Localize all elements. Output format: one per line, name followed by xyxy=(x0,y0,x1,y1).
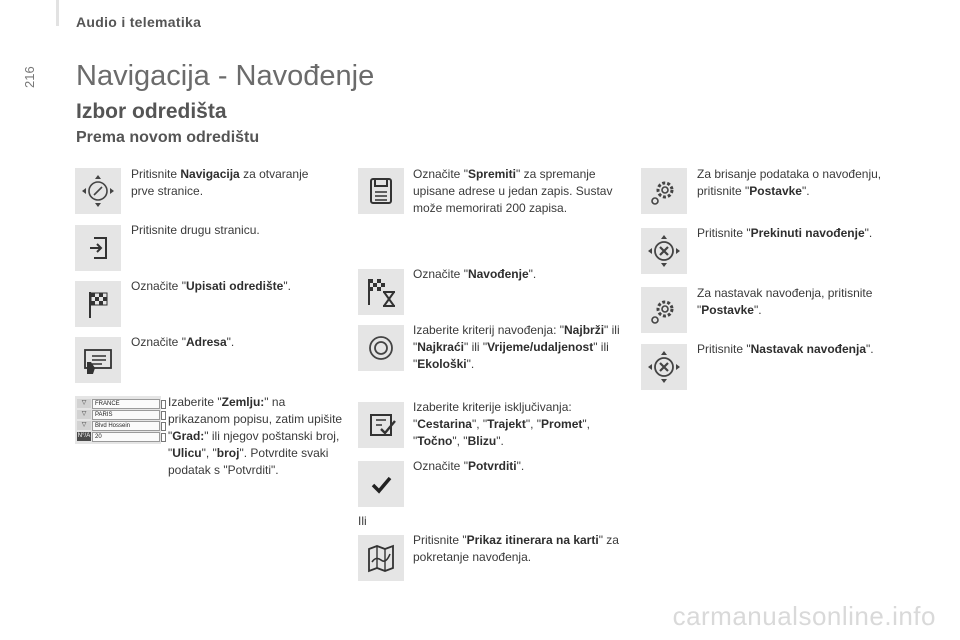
bold-term: Trajekt xyxy=(487,417,526,431)
bold-term: Navigacija xyxy=(180,167,240,181)
bold-term: Vrijeme/udaljenost xyxy=(487,340,594,354)
bold-term: Nastavak navođenja xyxy=(750,342,866,356)
bold-term: Potvrditi xyxy=(467,459,517,473)
watermark: carmanualsonline.info xyxy=(672,601,936,631)
bold-term: Upisati odredište xyxy=(185,279,284,293)
flag-hourglass-icon xyxy=(358,269,404,315)
step-text xyxy=(131,166,331,200)
text-fragment: Pritisnite drugu stranicu. xyxy=(131,223,260,237)
text-fragment: Označite " xyxy=(413,267,468,281)
step-text xyxy=(697,225,912,242)
bold-term: Najbrži xyxy=(564,323,605,337)
text-fragment: Označite " xyxy=(131,335,186,349)
settings-gear-icon xyxy=(641,287,687,333)
bold-term: Zemlju: xyxy=(221,395,265,409)
step-text xyxy=(697,341,912,358)
step-text xyxy=(697,285,912,319)
step-text xyxy=(413,166,628,217)
bold-term: Adresa xyxy=(185,335,227,349)
step-text xyxy=(131,278,331,295)
text-fragment: ", " xyxy=(452,434,468,448)
text-fragment: ". xyxy=(753,303,762,317)
checkered-flag-icon xyxy=(75,281,121,327)
text-fragment: " ili " xyxy=(413,323,620,354)
save-icon xyxy=(358,168,404,214)
text-fragment: Pritisnite " xyxy=(697,226,751,240)
text-fragment: " ili " xyxy=(463,340,488,354)
text-fragment: ". xyxy=(466,357,475,371)
text-fragment: " ili " xyxy=(413,340,609,371)
step-text xyxy=(131,334,331,351)
bold-term: Prekinuti navođenje xyxy=(750,226,865,240)
form-row: ▽ FRANCE xyxy=(77,399,166,408)
text-fragment: za otvaranje prve stranice. xyxy=(131,167,309,198)
exclusion-check-icon xyxy=(358,402,404,448)
text-fragment: " za spremanje upisane adrese u jedan zapis. Sustav može memorirati 200 zapisa. xyxy=(413,167,613,215)
text-fragment: Izaberite kriterije isključivanja: " xyxy=(413,400,572,431)
step-text xyxy=(697,166,912,200)
settings-gear-icon xyxy=(641,168,687,214)
text-fragment: ". xyxy=(866,342,874,356)
form-row: ▽ Blvd Hossein xyxy=(77,421,166,430)
page-number: 216 xyxy=(22,66,37,88)
text-fragment: ", " xyxy=(525,417,542,431)
step-text xyxy=(413,532,628,566)
target-criteria-icon xyxy=(358,325,404,371)
bold-term: Postavke xyxy=(701,303,754,317)
step-text xyxy=(131,222,331,239)
bold-term: Grad: xyxy=(172,429,205,443)
bold-term: Postavke xyxy=(749,184,802,198)
address-card-icon xyxy=(75,337,121,383)
text-fragment: ". xyxy=(801,184,810,198)
bold-term: Spremiti xyxy=(467,167,516,181)
bold-term: Navođenje xyxy=(467,267,529,281)
text-fragment: Pritisnite xyxy=(131,167,181,181)
page-title: Navigacija - Navođenje xyxy=(76,60,375,92)
navigation-dial-icon xyxy=(75,168,121,214)
subsection-title: Prema novom odredištu xyxy=(76,129,260,146)
text-fragment: Izaberite kriterij navođenja: " xyxy=(413,323,565,337)
text-fragment: Izaberite " xyxy=(168,395,222,409)
text-fragment: " na prikazanom popisu, zatim upišite " xyxy=(168,395,343,443)
text-fragment: Označite " xyxy=(413,167,468,181)
text-fragment: ". xyxy=(864,226,873,240)
text-fragment: Pritisnite " xyxy=(697,342,751,356)
step-text xyxy=(413,458,628,475)
checkmark-icon xyxy=(358,461,404,507)
text-fragment: ". xyxy=(226,335,235,349)
route-map-icon xyxy=(358,535,404,581)
section-header: Audio i telematika xyxy=(76,14,202,30)
resume-navigation-icon xyxy=(641,344,687,390)
text-fragment: Za nastavak navođenja, pritisnite " xyxy=(697,286,873,317)
form-row: ▽ PARIS xyxy=(77,410,166,419)
text-fragment: ", " xyxy=(413,417,590,448)
text-fragment: ", " xyxy=(471,417,488,431)
text-fragment: Označite " xyxy=(413,459,468,473)
text-fragment: ". xyxy=(528,267,537,281)
section-subtitle: Izbor odredišta xyxy=(76,100,227,123)
form-row: N°/A 20 xyxy=(77,432,166,441)
text-fragment: Pritisnite " xyxy=(413,533,467,547)
text-fragment: ". xyxy=(516,459,525,473)
address-form-image xyxy=(75,396,161,444)
text-fragment: ". xyxy=(496,434,504,448)
bold-term: Cestarina xyxy=(417,417,472,431)
bold-term: Blizu xyxy=(467,434,497,448)
bold-term: Prikaz itinerara na karti xyxy=(466,533,599,547)
text-fragment: " za pokretanje navođenja. xyxy=(413,533,619,564)
bold-term: Promet xyxy=(541,417,583,431)
text-fragment: " ili njegov poštanski broj, " xyxy=(168,429,340,460)
header-divider xyxy=(56,0,59,26)
step-text xyxy=(413,322,628,373)
bold-term: Točno xyxy=(417,434,453,448)
text-fragment: ". Potvrdite svaki podatak s "Potvrditi". xyxy=(168,446,329,477)
text-fragment: Za brisanje podataka o navođenju, pritisnite " xyxy=(697,167,882,198)
text-fragment: ". xyxy=(283,279,291,293)
stop-navigation-icon xyxy=(641,228,687,274)
or-label: Ili xyxy=(358,514,367,528)
bold-term: broj xyxy=(216,446,240,460)
step-text xyxy=(168,394,343,479)
text-fragment: ", " xyxy=(201,446,217,460)
step-text xyxy=(413,399,628,450)
next-page-icon xyxy=(75,225,121,271)
step-text xyxy=(413,266,628,283)
bold-term: Ulicu xyxy=(172,446,202,460)
bold-term: Najkraći xyxy=(417,340,464,354)
text-fragment: Označite " xyxy=(131,279,186,293)
bold-term: Ekološki xyxy=(417,357,467,371)
